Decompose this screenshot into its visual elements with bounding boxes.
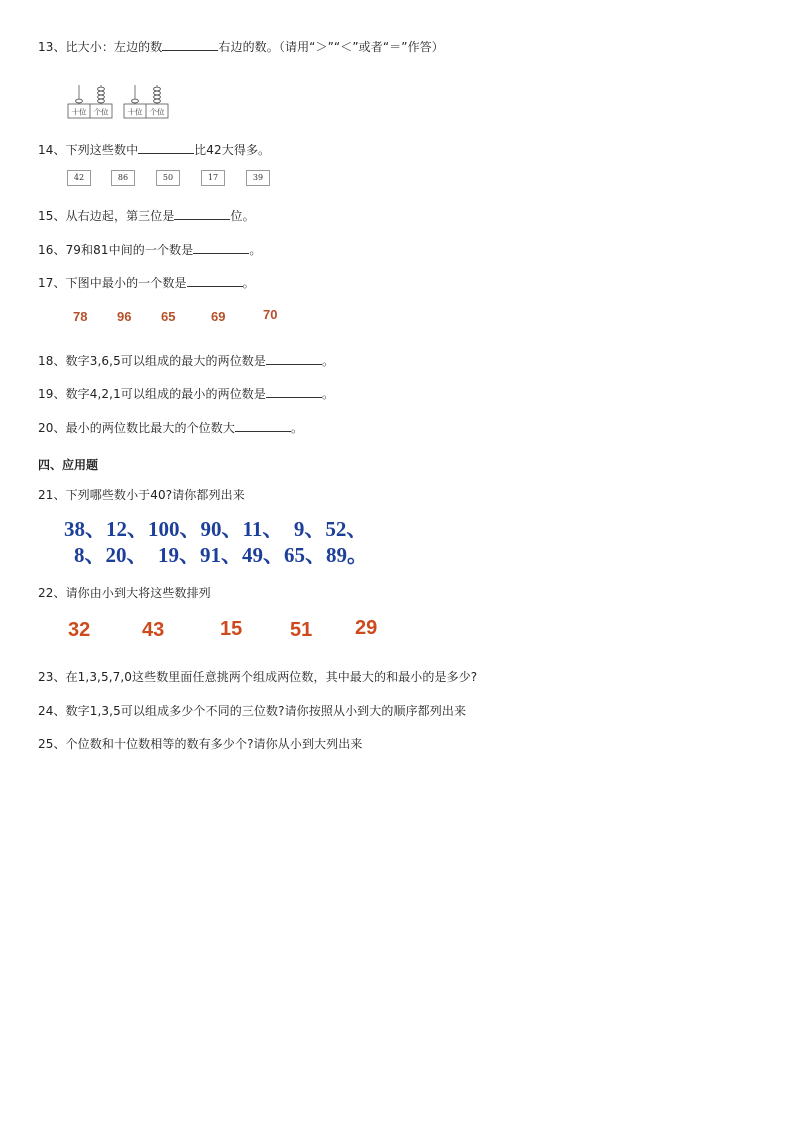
q17-number: 70 — [263, 307, 278, 322]
q22-number: 51 — [290, 619, 313, 641]
answer-blank-19[interactable] — [266, 386, 322, 398]
abacus-illustration — [66, 84, 176, 120]
abacus-bead — [98, 87, 105, 91]
answer-blank-18[interactable] — [266, 353, 322, 365]
abacus-bead — [154, 99, 161, 103]
q22-number: 32 — [68, 619, 91, 641]
abacus-left — [68, 85, 112, 118]
number-card: 39 — [246, 170, 270, 186]
answer-blank-13[interactable] — [162, 39, 218, 51]
abacus-bead — [98, 91, 105, 95]
question-15-text-before: 15、从右边起，第三位是 — [38, 209, 175, 223]
number-card: 17 — [201, 170, 225, 186]
question-14-text-before: 14、下列这些数中 — [38, 143, 139, 157]
q17-number: 69 — [211, 309, 226, 324]
question-17-text-before: 17、下图中最小的一个数是 — [38, 276, 187, 290]
question-13 — [38, 39, 444, 55]
q22-number: 43 — [142, 619, 165, 641]
q17-number: 65 — [161, 309, 176, 324]
abacus-bead — [132, 99, 139, 103]
number-card: 86 — [111, 170, 135, 186]
abacus-label-ones: 个位 — [93, 107, 109, 117]
abacus-bead — [154, 91, 161, 95]
number-card: 42 — [67, 170, 91, 186]
section-heading: 四、应用题 — [38, 458, 99, 472]
abacus-label-ones: 个位 — [149, 107, 165, 117]
abacus-bead — [154, 87, 161, 91]
question-24: 24、数字1,3,5可以组成多少个不同的三位数?请你按照从小到大的顺序都列出来 — [38, 704, 467, 718]
question-13-text-before: 13、比大小：左边的数 — [38, 40, 163, 54]
abacus-right — [124, 85, 168, 118]
question-16 — [38, 242, 261, 258]
question-19-text-after: 。 — [322, 387, 335, 401]
answer-blank-17[interactable] — [187, 275, 243, 287]
q17-number: 78 — [73, 309, 88, 324]
question-20-text-after: 。 — [290, 421, 304, 435]
abacus-label-tens: 十位 — [71, 107, 87, 117]
question-14-text-after: 比42大得多。 — [194, 143, 271, 157]
abacus-diagram — [66, 84, 176, 124]
answer-blank-20[interactable] — [235, 420, 291, 432]
q22-number: 15 — [220, 618, 243, 640]
question-22: 22、请你由小到大将这些数排列 — [38, 586, 211, 600]
answer-blank-15[interactable] — [174, 208, 230, 220]
question-19 — [38, 386, 334, 402]
question-16-text-after: 。 — [249, 243, 262, 257]
question-25: 25、个位数和十位数相等的数有多少个?请你从小到大列出来 — [38, 737, 363, 751]
abacus-label-tens: 十位 — [127, 107, 143, 117]
q21-numbers-line-2: 8、20、 19、91、49、65、89。 — [74, 543, 368, 567]
question-14 — [38, 142, 270, 158]
number-card: 50 — [156, 170, 180, 186]
answer-blank-14[interactable] — [138, 142, 194, 154]
answer-blank-16[interactable] — [193, 242, 249, 254]
question-20 — [38, 420, 303, 436]
q17-number: 96 — [117, 309, 132, 324]
question-17 — [38, 275, 255, 291]
question-19-text-before: 19、数字4,2,1可以组成的最小的两位数是 — [38, 387, 267, 401]
question-13-text-after: 右边的数。（请用“＞”“＜”或者“＝”作答） — [218, 40, 444, 54]
question-23: 23、在1,3,5,7,0这些数里面任意挑两个组成两位数，其中最大的和最小的是多少? — [38, 670, 478, 684]
abacus-bead — [76, 99, 83, 103]
question-20-text-before: 20、最小的两位数比最大的个位数大 — [38, 421, 235, 435]
question-21: 21、下列哪些数小于40?请你都列出来 — [38, 488, 245, 502]
abacus-bead — [154, 95, 161, 99]
question-18 — [38, 353, 334, 369]
question-18-text-before: 18、数字3,6,5可以组成的最大的两位数是 — [38, 354, 267, 368]
question-16-text-before: 16、79和81中间的一个数是 — [38, 243, 194, 257]
q22-number: 29 — [355, 617, 378, 639]
abacus-bead — [98, 95, 105, 99]
question-18-text-after: 。 — [322, 354, 335, 368]
q21-numbers-line-1: 38、12、100、90、11、 9、52、 — [64, 517, 368, 541]
question-15-text-after: 位。 — [230, 209, 255, 223]
question-17-text-after: 。 — [242, 276, 255, 290]
question-15 — [38, 208, 255, 224]
abacus-bead — [98, 99, 105, 103]
